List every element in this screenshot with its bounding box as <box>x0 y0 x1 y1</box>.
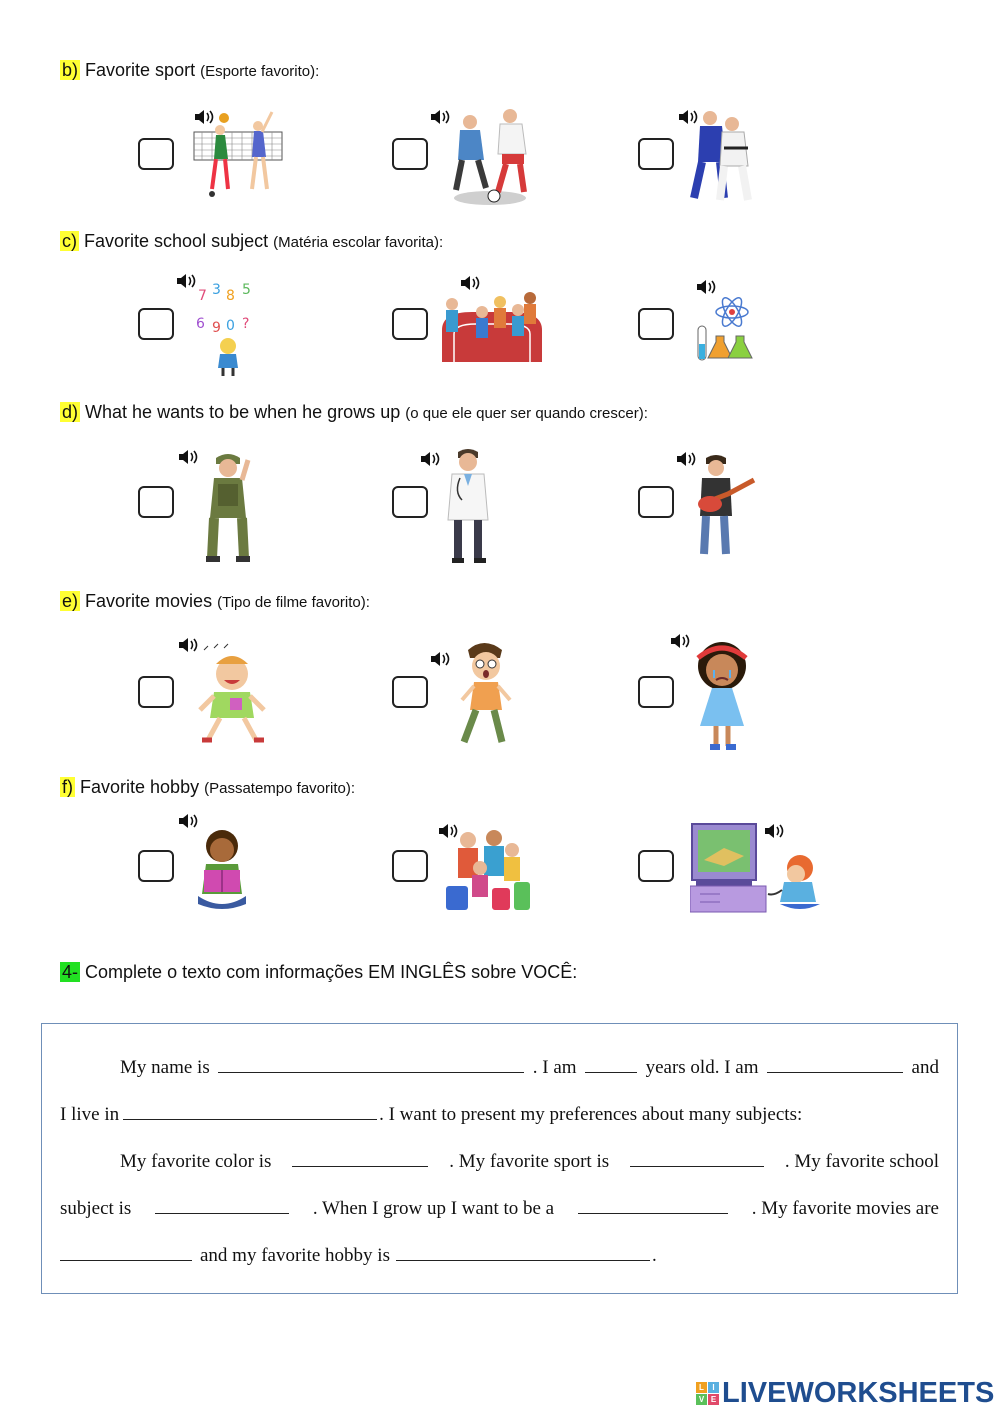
checkbox[interactable] <box>392 676 428 708</box>
guitarist-picture <box>694 454 758 558</box>
paragraph-line-3 <box>60 1150 939 1173</box>
speaker-icon[interactable] <box>420 450 442 468</box>
soccer-picture <box>440 104 544 208</box>
checkbox[interactable] <box>392 138 428 170</box>
text-segment: I live in <box>60 1104 120 1125</box>
svg-text:5: 5 <box>242 282 251 298</box>
section-subtitle: (Tipo de filme favorito): <box>217 594 370 611</box>
text-segment: and <box>911 1057 939 1078</box>
fill-in-text-box <box>41 1023 958 1294</box>
option-musician <box>630 446 870 566</box>
text-segment: subject is <box>60 1198 132 1219</box>
checkbox[interactable] <box>392 308 428 340</box>
speaker-icon[interactable] <box>178 448 200 466</box>
checkbox[interactable] <box>138 850 174 882</box>
logo-text: LIVEWORKSHEETS <box>722 1376 995 1409</box>
text-segment: . I want to present my preferences about many subjects: <box>379 1104 803 1125</box>
paragraph-line-4 <box>60 1197 939 1220</box>
svg-text:7: 7 <box>198 288 207 304</box>
family-travel-picture <box>442 826 534 916</box>
checkbox[interactable] <box>138 486 174 518</box>
checkbox[interactable] <box>638 308 674 340</box>
text-segment: and my favorite hobby is <box>200 1245 390 1266</box>
section-title-text: Favorite sport <box>85 60 196 80</box>
section-letter: c) <box>62 231 77 251</box>
option-traveling <box>384 810 624 930</box>
running-track-picture <box>440 290 544 364</box>
logo-mark-cell: I <box>708 1382 719 1393</box>
option-physical-education <box>384 270 624 390</box>
section-letter: d) <box>62 402 79 422</box>
judo-picture <box>688 106 754 206</box>
blank-nationality[interactable] <box>767 1056 903 1073</box>
crying-girl-picture <box>688 636 756 752</box>
question-number: 4- <box>62 962 79 982</box>
options-row-movies <box>0 632 1000 752</box>
option-soldier <box>130 446 370 566</box>
text-segment: . <box>651 1245 657 1266</box>
logo-mark-cell: E <box>708 1394 719 1405</box>
blank-color[interactable] <box>292 1150 428 1167</box>
blank-movies[interactable] <box>60 1244 192 1261</box>
section-subtitle: (Matéria escolar favorita): <box>273 234 444 251</box>
text-segment: . My favorite school <box>784 1151 939 1172</box>
svg-text:0: 0 <box>226 318 235 334</box>
checkbox[interactable] <box>638 676 674 708</box>
checkbox[interactable] <box>638 486 674 518</box>
logo-mark-cell: L <box>696 1382 707 1393</box>
text-segment: . My favorite sport is <box>449 1151 610 1172</box>
speaker-icon[interactable] <box>430 650 452 668</box>
blank-profession[interactable] <box>578 1197 728 1214</box>
option-comedy <box>130 632 370 752</box>
svg-text:8: 8 <box>226 288 235 304</box>
option-math <box>130 270 370 390</box>
checkbox[interactable] <box>138 676 174 708</box>
section-title-text: What he wants to be when he grows up <box>85 402 401 422</box>
option-reading <box>130 810 370 930</box>
checkbox[interactable] <box>392 850 428 882</box>
question-4-title <box>60 962 577 983</box>
svg-text:6: 6 <box>196 316 205 332</box>
laughing-boy-picture <box>196 640 272 748</box>
section-subtitle: (o que ele quer ser quando crescer): <box>405 405 648 422</box>
text-segment: My name is <box>120 1057 210 1078</box>
options-row-sport <box>0 100 1000 220</box>
speaker-icon[interactable] <box>696 278 718 296</box>
reading-boy-picture <box>194 826 250 912</box>
option-volleyball <box>130 100 370 220</box>
section-title-sport <box>60 60 319 81</box>
checkbox[interactable] <box>392 486 428 518</box>
options-row-profession <box>0 446 1000 566</box>
blank-subject[interactable] <box>155 1197 289 1214</box>
video-game-picture <box>690 820 826 916</box>
paragraph-line-1 <box>60 1056 939 1079</box>
section-letter: b) <box>62 60 79 80</box>
math-numbers-picture <box>192 274 264 378</box>
section-letter: f) <box>62 777 73 797</box>
logo-mark-cell: V <box>696 1394 707 1405</box>
checkbox[interactable] <box>138 138 174 170</box>
section-title-hobby <box>60 777 355 798</box>
option-video-games <box>630 810 870 930</box>
question-text: Complete o texto com informações EM INGLÊS sobre VOCÊ: <box>85 962 578 982</box>
option-judo <box>630 100 870 220</box>
section-subtitle: (Passatempo favorito): <box>204 780 356 797</box>
checkbox[interactable] <box>638 138 674 170</box>
science-lab-picture <box>694 296 756 364</box>
blank-hobby[interactable] <box>396 1244 650 1261</box>
doctor-picture <box>442 446 494 566</box>
scared-boy-picture <box>454 638 516 750</box>
option-drama <box>630 632 870 752</box>
option-science <box>630 270 870 390</box>
logo-mark-icon <box>696 1382 719 1405</box>
blank-sport[interactable] <box>630 1150 764 1167</box>
section-title-text: Favorite hobby <box>80 777 200 797</box>
checkbox[interactable] <box>638 850 674 882</box>
text-segment: years old. I am <box>645 1057 759 1078</box>
section-title-subject <box>60 231 443 252</box>
option-horror <box>384 632 624 752</box>
svg-text:?: ? <box>242 316 250 332</box>
blank-age[interactable] <box>585 1056 637 1073</box>
soldier-picture <box>202 450 254 564</box>
section-title-movies <box>60 591 370 612</box>
option-soccer <box>384 100 624 220</box>
text-segment: . I am <box>532 1057 577 1078</box>
volleyball-picture <box>192 104 284 208</box>
text-segment: . When I grow up I want to be a <box>312 1198 555 1219</box>
section-subtitle: (Esporte favorito): <box>200 63 320 80</box>
option-doctor <box>384 446 624 566</box>
text-segment: . My favorite movies are <box>751 1198 939 1219</box>
svg-text:3: 3 <box>212 282 221 298</box>
section-title-profession <box>60 402 648 423</box>
paragraph-line-5 <box>60 1244 939 1267</box>
section-letter: e) <box>62 591 79 611</box>
section-title-text: Favorite school subject <box>84 231 269 251</box>
options-row-subject <box>0 270 1000 390</box>
blank-name[interactable] <box>218 1056 524 1073</box>
text-segment: My favorite color is <box>120 1151 272 1172</box>
checkbox[interactable] <box>138 308 174 340</box>
section-title-text: Favorite movies <box>85 591 213 611</box>
options-row-hobby <box>0 810 1000 930</box>
paragraph-line-2 <box>60 1103 939 1126</box>
liveworksheets-logo <box>696 1378 994 1408</box>
svg-text:9: 9 <box>212 320 221 336</box>
blank-city[interactable] <box>123 1103 377 1120</box>
